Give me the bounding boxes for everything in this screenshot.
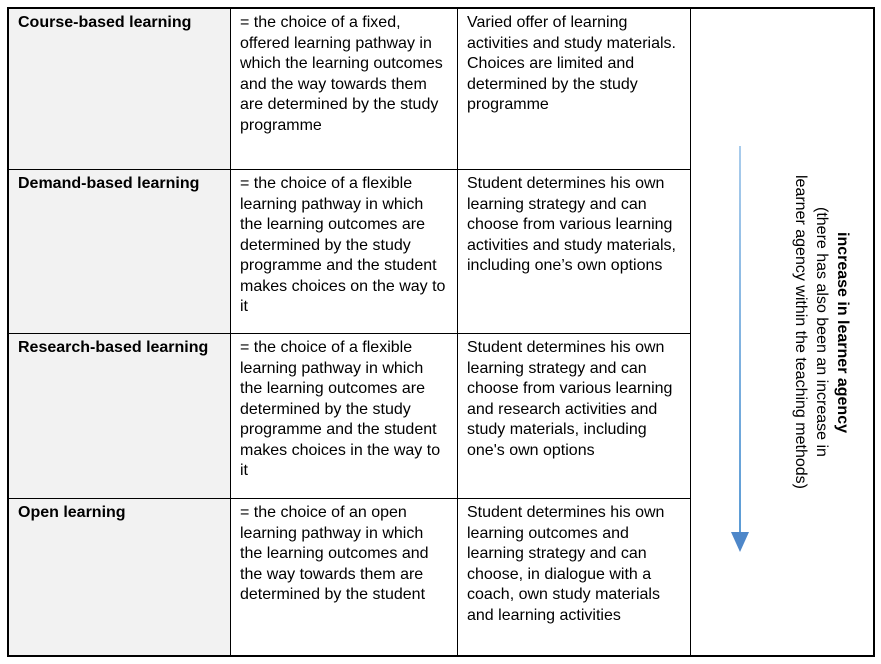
learner-agency-vertical-text: [790, 9, 853, 655]
table-cell-term-research-based: Research-based learning: [9, 334, 231, 499]
table-cell-definition-demand-based: = the choice of a flexible learning pathway in which the learning outcomes are determined by the study programme and the student makes choices on the way to it: [231, 170, 458, 334]
vertical-text-title: increase in learner agency: [834, 231, 851, 433]
arrow-line: [739, 146, 741, 532]
table-cell-definition-research-based: = the choice of a flexible learning pathway in which the learning outcomes are determined by the study programme and the student makes choices in the way to it: [231, 334, 458, 499]
table-cell-description-research-based: Student determines his own learning strategy and can choose from various learning and research activities and study materials, including one's own options: [458, 334, 691, 499]
table-cell-description-course-based: Varied offer of learning activities and study materials. Choices are limited and determined by the study programme: [458, 9, 691, 170]
table-cell-definition-open-learning: = the choice of an open learning pathway in which the learning outcomes and the way towards them are determined by the student: [231, 499, 458, 655]
table-cell-description-demand-based: Student determines his own learning strategy and can choose from various learning activities and study materials, including one’s own options: [458, 170, 691, 334]
learner-agency-sidebar: [691, 9, 873, 655]
increase-arrow-icon: [731, 146, 749, 552]
table-cell-definition-course-based: = the choice of a fixed, offered learning pathway in which the learning outcomes and the way towards them are determined by the study programme: [231, 9, 458, 170]
vertical-text-subtitle-line1: (there has also been an increase in: [813, 207, 830, 457]
vertical-text-subtitle-line2: learner agency within the teaching methods): [792, 175, 809, 489]
learning-types-table: [7, 7, 875, 657]
table-cell-description-open-learning: Student determines his own learning outcomes and learning strategy and can choose, in dialogue with a coach, own study materials and learning activities: [458, 499, 691, 655]
table-cell-term-open-learning: Open learning: [9, 499, 231, 655]
arrow-head-icon: [731, 532, 749, 552]
table-cell-term-course-based: Course-based learning: [9, 9, 231, 170]
table-cell-term-demand-based: Demand-based learning: [9, 170, 231, 334]
